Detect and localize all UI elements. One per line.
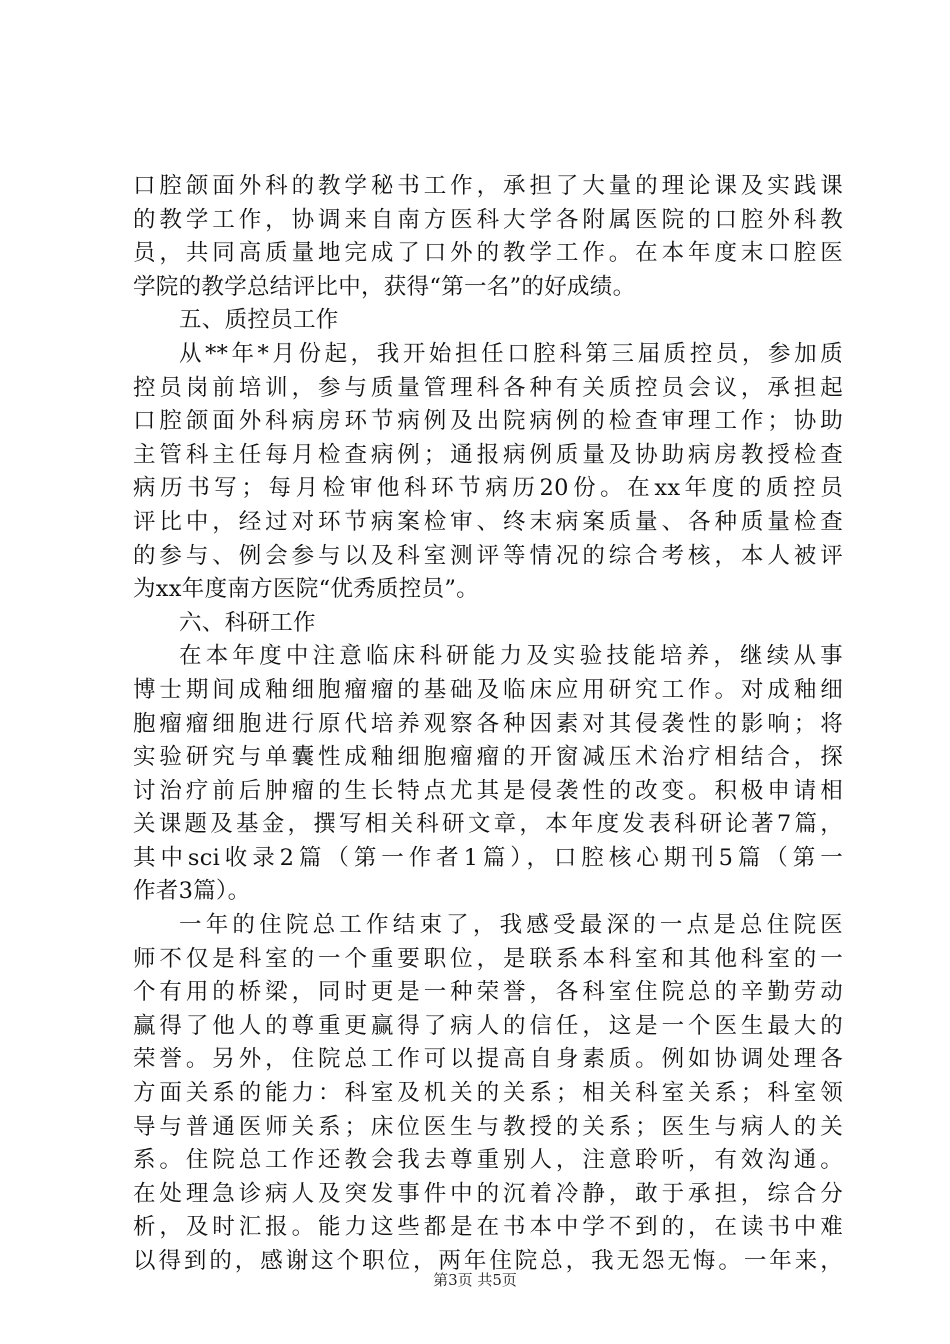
text-line: 学院的教学总结评比中，获得“第一名”的好成绩。 <box>133 273 636 300</box>
text-line: 博士期间成釉细胞瘤瘤的基础及临床应用研究工作。对成釉细 <box>133 676 843 703</box>
text-line: 讨治疗前后肿瘤的生长特点尤其是侵袭性的改变。积极申请相 <box>133 777 843 804</box>
text-line: 的教学工作，协调来自南方医科大学各附属医院的口腔外科教 <box>133 206 843 233</box>
text-line: 作者3篇）。 <box>133 878 251 905</box>
section-heading-research: 六、科研工作 <box>179 609 316 636</box>
text-line: 荣誉。另外，住院总工作可以提高自身素质。例如协调处理各 <box>133 1046 843 1073</box>
text-line: 在本年度中注意临床科研能力及实验技能培养，继续从事 <box>179 643 843 670</box>
text-line: 胞瘤瘤细胞进行原代培养观察各种因素对其侵袭性的影响；将 <box>133 710 843 737</box>
text-line: 导与普通医师关系；床位医生与教授的关系；医生与病人的关 <box>133 1113 843 1140</box>
text-line: 主管科主任每月检查病例；通报病例质量及协助病房教授检查 <box>133 441 843 468</box>
text-line: 师不仅是科室的一个重要职位，是联系本科室和其他科室的一 <box>133 945 843 972</box>
text-line: 的参与、例会参与以及科室测评等情况的综合考核，本人被评 <box>133 542 843 569</box>
text-line: 评比中，经过对环节病案检审、终末病案质量、各种质量检查 <box>133 508 843 535</box>
text-line: 赢得了他人的尊重更赢得了病人的信任，这是一个医生最大的 <box>133 1012 843 1039</box>
text-line: 析，及时汇报。能力这些都是在书本中学不到的，在读书中难 <box>133 1214 843 1241</box>
section-heading-quality-control: 五、质控员工作 <box>179 307 339 334</box>
text-line: 其中sci收录2篇（第一作者1篇），口腔核心期刊5篇（第一 <box>133 844 843 871</box>
page-number-footer: 第3页 共5页 <box>433 1271 517 1289</box>
text-line: 为xx年度南方医院“优秀质控员”。 <box>133 576 479 603</box>
text-line: 在处理急诊病人及突发事件中的沉着冷静，敢于承担，综合分 <box>133 1180 843 1207</box>
text-line: 员，共同高质量地完成了口外的教学工作。在本年度末口腔医 <box>133 240 843 267</box>
text-line: 实验研究与单囊性成釉细胞瘤瘤的开窗减压术治疗相结合，探 <box>133 744 843 771</box>
text-line: 口腔颌面外科病房环节病例及出院病例的检查审理工作；协助 <box>133 408 843 435</box>
text-line: 系。住院总工作还教会我去尊重别人，注意聆听，有效沟通。 <box>133 1147 843 1174</box>
text-line: 病历书写；每月检审他科环节病历20份。在xx年度的质控员 <box>133 475 843 502</box>
text-line: 关课题及基金，撰写相关科研文章，本年度发表科研论著7篇， <box>133 811 843 838</box>
document-body <box>133 170 843 1279</box>
text-line: 一年的住院总工作结束了，我感受最深的一点是总住院医 <box>179 912 843 939</box>
text-line: 个有用的桥梁，同时更是一种荣誉，各科室住院总的辛勤劳动 <box>133 979 843 1006</box>
text-line: 控员岗前培训，参与质量管理科各种有关质控员会议，承担起 <box>133 374 843 401</box>
text-line: 方面关系的能力：科室及机关的关系；相关科室关系；科室领 <box>133 1080 843 1107</box>
text-line: 以得到的，感谢这个职位，两年住院总，我无怨无悔。一年来， <box>133 1248 843 1274</box>
text-line: 口腔颌面外科的教学秘书工作，承担了大量的理论课及实践课 <box>133 173 843 199</box>
text-line: 从**年*月份起，我开始担任口腔科第三届质控员，参加质 <box>179 340 843 367</box>
